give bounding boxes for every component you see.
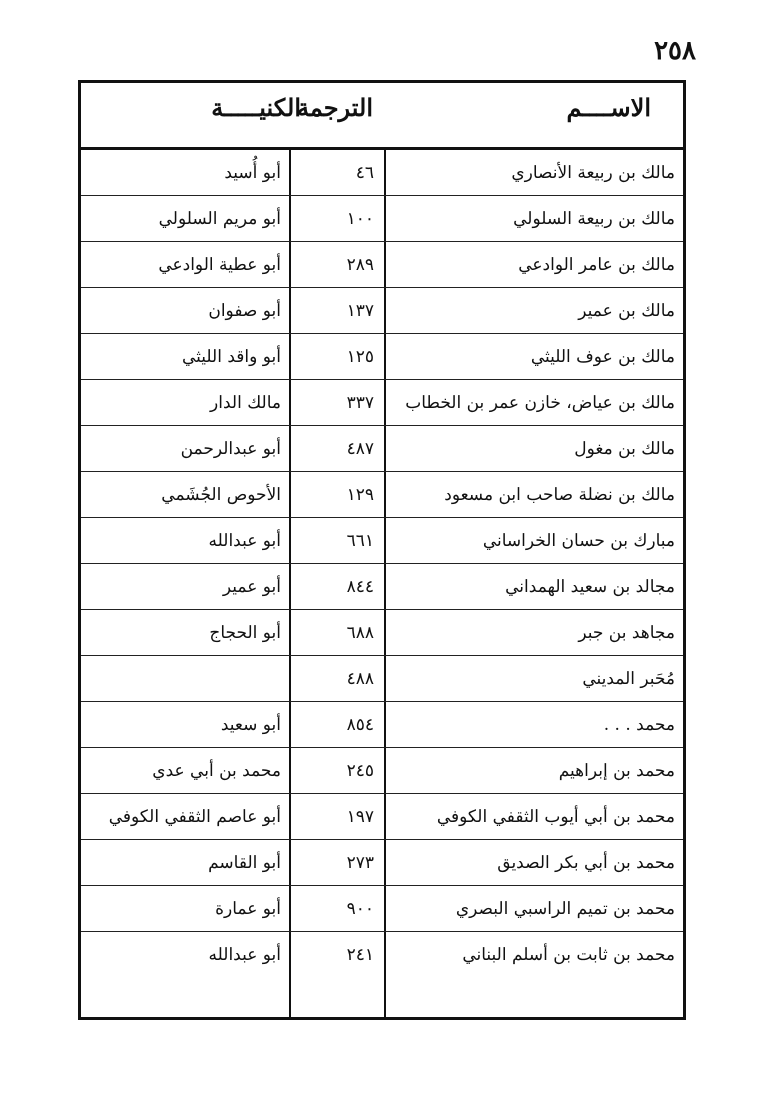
cell-tarjama: ١٢٥	[346, 347, 374, 367]
cell-tarjama: ٣٣٧	[346, 393, 374, 413]
table-row	[81, 932, 683, 978]
cell-name: محمد بن إبراهيم	[558, 761, 675, 781]
cell-kunya: أبو أُسيد	[224, 163, 281, 183]
table-row	[81, 426, 683, 472]
cell-kunya	[83, 656, 283, 702]
cell-name: مالك بن مغول	[574, 439, 675, 459]
cell-name: محمد بن أبي بكر الصديق	[497, 853, 675, 873]
cell-tarjama: ٢٨٩	[346, 255, 374, 275]
cell-name: مالك بن عمير	[578, 301, 675, 321]
table-row	[81, 472, 683, 518]
cell-tarjama: ٦٨٨	[346, 623, 374, 643]
cell-name: مالك بن عياض، خازن عمر بن الخطاب	[405, 393, 675, 413]
table-row	[81, 794, 683, 840]
cell-kunya: محمد بن أبي عدي	[152, 761, 281, 781]
cell-name: محمد بن أبي أيوب الثقفي الكوفي	[436, 807, 675, 827]
cell-tarjama: ٤٨٨	[346, 669, 374, 689]
table-row	[81, 518, 683, 564]
cell-name: مالك بن ربيعة السلولي	[513, 209, 675, 229]
cell-kunya: أبو صفوان	[208, 301, 281, 321]
cell-name: مبارك بن حسان الخراساني	[482, 531, 675, 551]
cell-tarjama: ١٩٧	[346, 807, 374, 827]
table-row	[81, 748, 683, 794]
cell-kunya: أبو عمارة	[215, 899, 281, 919]
table-row	[81, 656, 683, 702]
table-row	[81, 150, 683, 196]
table-row	[81, 886, 683, 932]
cell-tarjama: ٩٠٠	[346, 899, 374, 919]
page-number: ٢٥٨	[654, 36, 696, 66]
cell-tarjama: ١٣٧	[346, 301, 374, 321]
cell-tarjama: ٨٥٤	[346, 715, 374, 735]
cell-name: مالك بن نضلة صاحب ابن مسعود	[444, 485, 675, 505]
cell-name: مالك بن عوف الليثي	[530, 347, 675, 367]
table-row	[81, 702, 683, 748]
cell-name: مالك بن ربيعة الأنصاري	[511, 163, 675, 183]
header-kunya: الكنيـــــة	[211, 93, 301, 122]
cell-kunya: أبو عبدالرحمن	[180, 439, 281, 459]
table-row	[81, 610, 683, 656]
cell-tarjama: ٤٨٧	[346, 439, 374, 459]
cell-tarjama: ٦٦١	[346, 531, 374, 551]
cell-name: محمد بن تميم الراسبي البصري	[455, 899, 675, 919]
cell-tarjama: ١٢٩	[346, 485, 374, 505]
cell-name: محمد بن ثابت بن أسلم البناني	[462, 945, 675, 965]
cell-name: مجالد بن سعيد الهمداني	[505, 577, 675, 597]
header-tarjama: الترجمة	[296, 93, 373, 122]
cell-name: محمد . . .	[603, 715, 675, 735]
cell-tarjama: ٢٤٥	[346, 761, 374, 781]
table-row	[81, 242, 683, 288]
cell-kunya: الأحوص الجُشَمي	[161, 485, 281, 505]
table-row	[81, 380, 683, 426]
cell-name: مجاهد بن جبر	[578, 623, 675, 643]
cell-tarjama: ٤٦	[355, 163, 374, 183]
cell-kunya: أبو واقد الليثي	[182, 347, 281, 367]
cell-kunya: أبو سعيد	[220, 715, 281, 735]
table-row	[81, 840, 683, 886]
cell-kunya: أبو عاصم الثقفي الكوفي	[108, 807, 281, 827]
cell-kunya: مالك الدار	[210, 393, 281, 413]
cell-tarjama: ٨٤٤	[346, 577, 374, 597]
cell-name: مالك بن عامر الوادعي	[518, 255, 675, 275]
cell-kunya: أبو مريم السلولي	[158, 209, 281, 229]
names-table	[78, 80, 686, 1020]
cell-tarjama: ١٠٠	[346, 209, 374, 229]
cell-tarjama: ٢٤١	[346, 945, 374, 965]
cell-name: مُحَبر المديني	[582, 669, 675, 689]
cell-kunya: أبو القاسم	[208, 853, 281, 873]
cell-kunya: أبو عطية الوادعي	[158, 255, 281, 275]
cell-kunya: أبو عبدالله	[208, 945, 281, 965]
table-row	[81, 564, 683, 610]
cell-kunya: أبو عبدالله	[208, 531, 281, 551]
table-row	[81, 196, 683, 242]
table-body	[81, 150, 683, 978]
header-name: الاســــم	[566, 93, 651, 122]
cell-kunya: أبو عمير	[222, 577, 281, 597]
table-row	[81, 334, 683, 380]
table-row	[81, 288, 683, 334]
cell-kunya: أبو الحجاج	[209, 623, 281, 643]
cell-tarjama: ٢٧٣	[346, 853, 374, 873]
table-header	[81, 83, 683, 150]
